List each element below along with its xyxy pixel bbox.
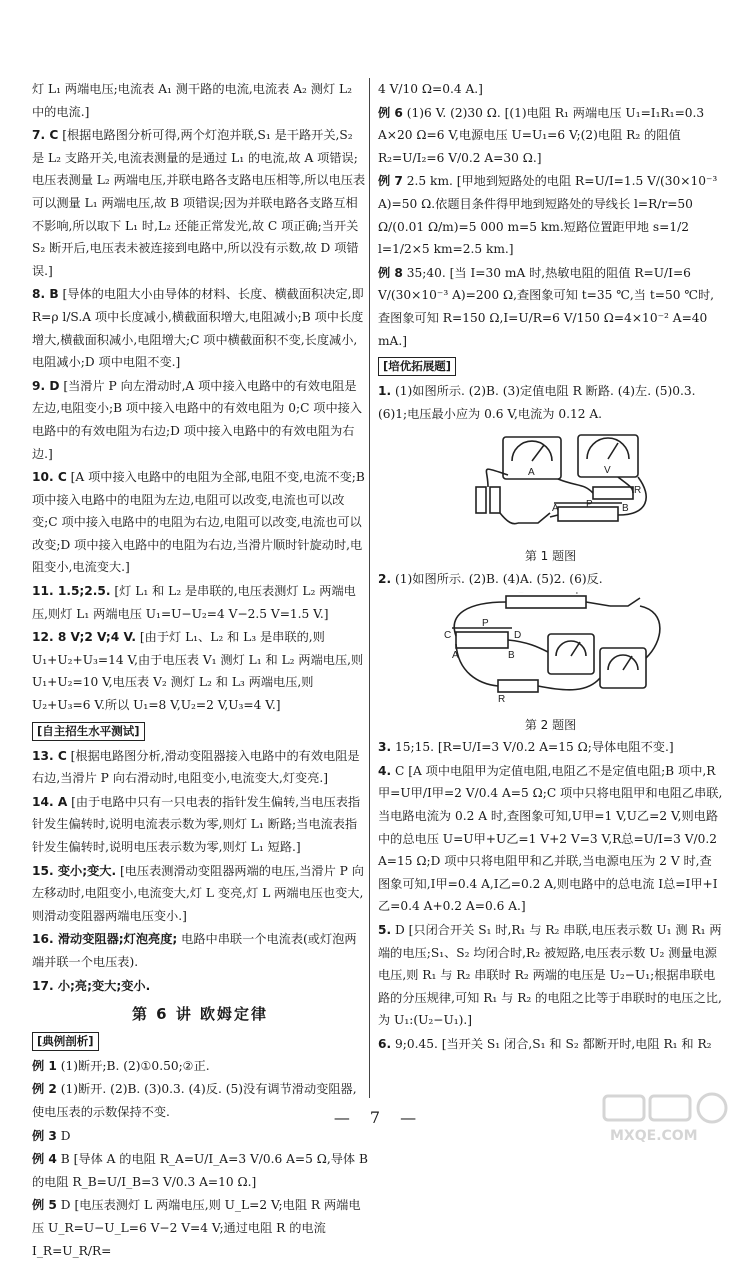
item-number: 10. C (32, 470, 67, 485)
example-text: (1)断开. (2)B. (3)0.3. (4)反. (5)没有调节滑动变阻器,使电压表的示数保持不变. (32, 1082, 357, 1119)
list-item (32, 745, 368, 790)
list-item (32, 283, 368, 373)
svg-text:MXQE.COM: MXQE.COM (610, 1128, 698, 1144)
list-item (32, 626, 368, 716)
example-number: 例 7 (378, 174, 403, 189)
rheostat-icon (456, 632, 508, 648)
item-number: 12. 8 V;2 V;4 V. (32, 630, 137, 645)
item-text: [导体的电阻大小由导体的材料、长度、横截面积决定,即 R=ρ l/S.A 项中长度减小,横截面积增大,电阻减小;B 项中长度增大,横截面积减小,电阻增大;C 项中横截面积不变,长度减小,电阻减小;D 项中电阻不变.] (32, 287, 364, 370)
example-number: 例 4 (32, 1152, 57, 1167)
example-text: 2.5 km. [甲地到短路处的电阻 R=U/I=1.5 V/(30×10⁻³ A)=50 Ω.依题目条件得甲地到短路处的导线长 l=R/r=50 Ω/(0.01 Ω/m)=5 000 m=5 km.短路位置距甲地 s=1/2 l=1/2×5 km=2.5 km.] (378, 174, 718, 257)
item-number: 13. C (32, 748, 67, 763)
item-text: [由于电路中只有一只电表的指针发生偏转,当电压表指针发生偏转时,说明电流表示数为零,则灯 L₁ 断路;当电流表指针发生偏转时,说明电压表示数为零,则灯 L₁ 短路.] (32, 794, 361, 854)
list-item (378, 78, 723, 101)
item-text: D [只闭合开关 S₁ 时,R₁ 与 R₂ 串联,电压表示数 U₁ 测 R₁ 两端的电压;S₁、S₂ 均闭合时,R₂ 被短路,电压表示数 U₂ 测量电源电压,则 R₁ 与 R₂ 串联时 R₂ 两端的电压是 U₂−U₁;根据串联电路的分压规律,可知 R₁ 与 R₂ 的电阻之比等于串联时的电压之比,为 U₁:(U₂−U₁).] (378, 923, 722, 1028)
list-item (378, 380, 723, 425)
example-item (32, 1148, 368, 1193)
figure-caption: 第 2 题图 (524, 717, 577, 732)
item-number: 4. (378, 763, 392, 778)
item-text: 15;15. [R=U/I=3 V/0.2 A=15 Ω;导体电阻不变.] (395, 740, 674, 755)
right-column (378, 78, 723, 1057)
svg-text:A: A (528, 467, 535, 479)
example-text: (1)6 V. (2)30 Ω. [(1)电阻 R₁ 两端电压 U₁=I₁R₁=0.3 A×20 Ω=6 V,电源电压 U=U₁=6 V;(2)电阻 R₂ 的阻值 R₂=U/I₂=6 V/0.2 A=30 Ω.] (378, 105, 705, 165)
example-number: 例 3 (32, 1128, 57, 1143)
section-box-label: [典例剖析] (32, 1032, 99, 1051)
item-text: [根据电路图分析,滑动变阻器接入电路中的有效电阻是右边,当滑片 P 向右滑动时,电阻变小,电流变大,灯变亮.] (32, 748, 360, 786)
item-text: (1)如图所示. (2)B. (3)定值电阻 R 断路. (4)左. (5)0.3. (6)1;电压最小应为 0.6 V,电流为 0.12 A. (378, 384, 696, 421)
item-text: [当滑片 P 向左滑动时,A 项中接入电路中的有效电阻是左边,电阻变小;B 项中接入电路中的有效电阻为 0;C 项中接入电路中的有效电阻为右边;D 项中接入电路中的有效电阻为右边.] (32, 378, 363, 461)
item-text: [电压表测滑动变阻器两端的电压,当滑片 P 向左移动时,电阻变小,电流变大,灯 L 变亮,灯 L 两端电压也变大,则滑动变阻器两端电压变小.] (32, 863, 364, 923)
list-item (378, 760, 723, 918)
example-number: 例 5 (32, 1198, 57, 1213)
item-text: [由于灯 L₁、L₂ 和 L₃ 是串联的,则 U₁+U₂+U₃=14 V,由于电压表 V₁ 测灯 L₁ 和 L₂ 两端电压,则 U₁+U₂=10 V,电压表 V₂ 测灯 L₂ 和 L₃ 两端电压,则 U₂+U₃=6 V.所以 U₁=8 V,U₂=2 V,U₃=4 V.] (32, 630, 364, 713)
svg-text:+: + (574, 592, 580, 599)
list-item (32, 466, 368, 579)
example-number: 例 1 (32, 1058, 57, 1073)
left-column (32, 78, 368, 1263)
item-number: 6. (378, 1037, 392, 1051)
resistor-icon (593, 487, 633, 499)
circuit-diagram-1 (378, 427, 723, 535)
circuit-figure-1 (378, 427, 723, 567)
column-divider (369, 78, 370, 1098)
svg-text:B: B (508, 650, 515, 662)
resistor-icon (498, 680, 538, 692)
example-text: D [电压表测灯 L 两端电压,则 U_L=2 V;电阻 R 两端电压 U_R=U−U_L=6 V−2 V=4 V;通过电阻 R 的电流 I_R=U_R/R= (32, 1198, 361, 1258)
svg-text:R: R (498, 694, 506, 705)
svg-text:C: C (444, 630, 452, 642)
list-item (32, 78, 368, 123)
circuit-figure-2 (378, 592, 723, 736)
svg-text:A: A (552, 503, 559, 515)
item-number: 5. (378, 923, 392, 938)
item-number: 11. 1.5;2.5. (32, 584, 111, 599)
example-item (378, 262, 723, 352)
battery-icon (476, 487, 486, 513)
example-item (32, 1125, 368, 1148)
example-item (378, 102, 723, 170)
svg-text:A: A (452, 650, 459, 662)
section-box-label: [自主招生水平测试] (32, 722, 145, 741)
example-number: 例 6 (378, 105, 403, 120)
item-text: 电路中串联一个电流表(或灯泡两端并联一个电压表). (32, 932, 357, 969)
svg-text:P: P (482, 618, 489, 630)
list-item (378, 568, 723, 591)
example-number: 例 2 (32, 1082, 57, 1097)
section-title: 第 6 讲 欧姆定律 (131, 1005, 269, 1024)
svg-text:R: R (634, 485, 642, 497)
section-box-label: [培优拓展题] (378, 357, 456, 376)
voltmeter-icon (548, 634, 594, 674)
item-text: C [A 项中电阻甲为定值电阻,电阻乙不是定值电阻;B 项中,R甲=U甲/I甲=2 V/0.4 A=5 Ω;C 项中只将电阻甲和电阻乙串联,当电路电流为 0.2 A 时,查图象可知,U甲=1 V,U乙=2 V,则电路中的总电压 U=U甲+U乙=1 V+2 V=3 V,R总=U/I=3 V/0.2 A=15 Ω;D 项中只将电阻甲和乙并联,当电源电压为 2 V 时,查图象可知,I甲=0.4 A,I乙=0.2 A,则电路中的总电流 I总=I甲+I乙=0.4 A+0.2 A=0.6 A.] (378, 763, 723, 914)
example-text: 35;40. [当 I=30 mA 时,热敏电阻的阻值 R=U/I=6 V/(30×10⁻³ A)=200 Ω,查图象可知 t=35 ℃,当 t=50 ℃时,查图象可知 R=150 Ω,I=U/R=6 V/150 Ω=4×10⁻² A=40 mA.] (378, 265, 715, 348)
item-number: 16. 滑动变阻器;灯泡亮度; (32, 932, 178, 947)
item-number: 15. 变小;变大. (32, 863, 117, 878)
list-item (32, 375, 368, 465)
svg-text:B: B (622, 503, 629, 515)
list-item (32, 580, 368, 625)
example-item (378, 170, 723, 260)
list-item (378, 1033, 723, 1056)
list-item (32, 928, 368, 973)
example-text: (1)断开;B. (2)①0.50;②正. (60, 1058, 210, 1073)
switch-icon (518, 513, 550, 523)
page-number-value: 7 (369, 1108, 381, 1127)
list-item (32, 975, 368, 998)
item-text: 9;0.45. [当开关 S₁ 闭合,S₁ 和 S₂ 都断开时,电阻 R₁ 和 R₂ (395, 1037, 712, 1051)
list-item (32, 124, 368, 282)
example-item (32, 1194, 368, 1262)
watermark-logo-icon (600, 1090, 740, 1145)
switch-icon (610, 598, 640, 606)
item-number: 2. (378, 571, 392, 586)
item-number: 17. 小;亮;变大;变小. (32, 978, 151, 993)
list-item (378, 919, 723, 1032)
item-text: 灯 L₁ 两端电压;电流表 A₁ 测干路的电流,电流表 A₂ 测灯 L₂ 中的电流.] (32, 82, 352, 119)
figure-caption: 第 1 题图 (524, 548, 577, 563)
item-number: 8. B (32, 287, 59, 302)
item-number: 7. C (32, 128, 59, 143)
item-number: 9. D (32, 378, 60, 393)
svg-text:D: D (514, 630, 522, 642)
item-text: (1)如图所示. (2)B. (4)A. (5)2. (6)反. (395, 571, 603, 586)
example-text: B [导体 A 的电阻 R_A=U/I_A=3 V/0.6 A=5 Ω,导体 B 的电阻 R_B=U/I_B=3 V/0.3 A=10 Ω.] (32, 1152, 368, 1189)
item-number: 3. (378, 740, 392, 755)
item-text: [灯 L₁ 和 L₂ 是串联的,电压表测灯 L₂ 两端电压,则灯 L₁ 两端电压 U₁=U−U₂=4 V−2.5 V=1.5 V.] (32, 584, 356, 621)
example-item (32, 1055, 368, 1078)
circuit-diagram-2 (378, 592, 723, 704)
svg-text:V: V (604, 465, 611, 477)
item-text: [根据电路图分析可得,两个灯泡并联,S₁ 是干路开关,S₂ 是 L₂ 支路开关,电流表测量的是通过 L₁ 的电流,故 A 项错误;电压表测量 L₂ 两端电压,并联电路各支路电压相等,所以电压表可以测量 L₁ 两端电压,故 B 项错误;因为并联电路各支路互相不影响,所以取下 L₁ 时,L₂ 还能正常发光,故 C 项正确;当开关 S₂ 断开后,电压表未被连接到电路中,所以没有示数,故 D 项错误.] (32, 128, 366, 278)
svg-text:P: P (586, 499, 593, 511)
example-number: 例 8 (378, 265, 403, 280)
item-number: 14. A (32, 794, 68, 809)
item-text: 4 V/10 Ω=0.4 A.] (378, 82, 483, 96)
svg-text:−: − (518, 592, 524, 599)
item-number: 1. (378, 384, 392, 399)
list-item (32, 860, 368, 928)
page-number: — 7 — (333, 1108, 417, 1127)
ammeter-icon (600, 648, 646, 688)
example-text: D (60, 1128, 71, 1143)
list-item (378, 736, 723, 759)
item-text: [A 项中接入电路中的电阻为全部,电阻不变,电流不变;B 项中接入电路中的电阻为左边,电阻可以改变,电流也可以改变;C 项中接入电路中的电阻为右边,电阻可以改变,电流也可以改变;D 项中接入电路中的电阻为右边,当滑片顺时针旋动时,电阻变小,电流变大.] (32, 470, 365, 575)
list-item (32, 791, 368, 859)
